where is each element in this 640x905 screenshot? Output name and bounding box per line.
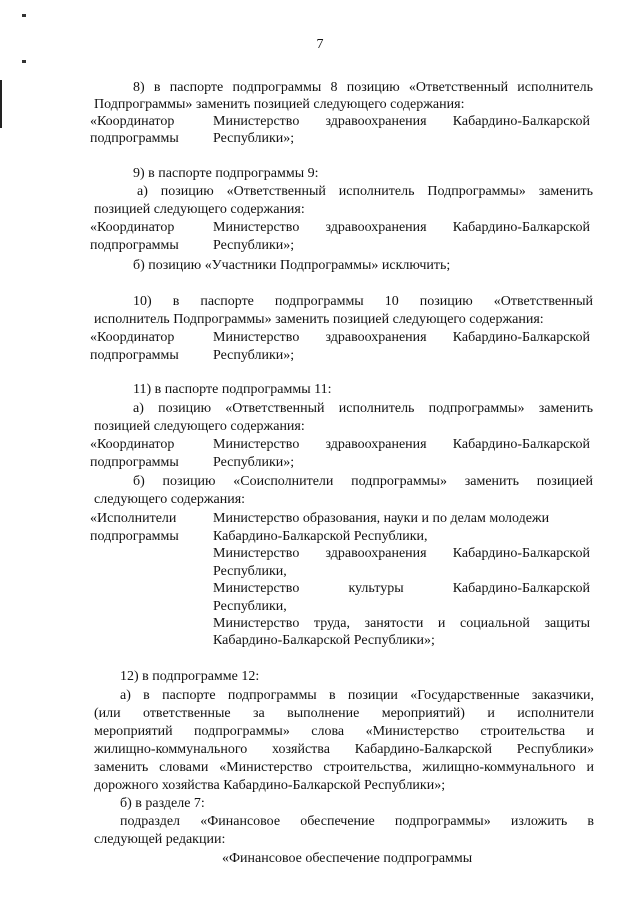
position-key: подпрограммы — [90, 238, 179, 253]
position-value: Министерство культуры Кабардино-Балкарской — [213, 581, 590, 596]
item-12-line: подраздел «Финансовое обеспечение подпрограммы» изложить в — [120, 814, 594, 829]
position-value: Кабардино-Балкарской Республики»; — [213, 633, 435, 648]
item-11-line: а) позицию «Ответственный исполнитель подпрограммы» заменить — [133, 401, 593, 416]
item-9-line: позицией следующего содержания: — [94, 202, 305, 217]
position-value: Министерство труда, занятости и социальной защиты — [213, 616, 590, 631]
item-12-line: заменить словами «Министерство строительства, жилищно-коммунального и — [94, 760, 594, 775]
section-heading: «Финансовое обеспечение подпрограммы — [222, 851, 473, 866]
position-value: Кабардино-Балкарской Республики, — [213, 529, 428, 544]
position-value: Министерство здравоохранения Кабардино-Балкарской — [213, 546, 590, 561]
item-12-line: (или ответственные за выполнение мероприятий) и исполнители — [94, 706, 594, 721]
item-11-line: 11) в паспорте подпрограммы 11: — [133, 382, 332, 397]
item-10-line: исполнитель Подпрограммы» заменить позицией следующего содержания: — [94, 312, 544, 327]
item-12-line: а) в паспорте подпрограммы в позиции «Государственные заказчики, — [120, 688, 594, 703]
item-11-line: следующего содержания: — [94, 492, 246, 507]
item-11-line: б) позицию «Соисполнители подпрограммы» заменить позицией — [133, 474, 593, 489]
item-9-line: а) позицию «Ответственный исполнитель Подпрограммы» заменить — [137, 184, 593, 199]
position-value: Республики, — [213, 564, 287, 579]
position-value: Республики»; — [213, 348, 295, 363]
item-12-line: следующей редакции: — [94, 832, 226, 847]
position-value: Министерство здравоохранения Кабардино-Балкарской — [213, 437, 590, 452]
item-12-line: дорожного хозяйства Кабардино-Балкарской Республики»; — [94, 778, 446, 793]
margin-dot — [22, 60, 26, 63]
item-9-line: 9) в паспорте подпрограммы 9: — [133, 166, 319, 181]
position-key: «Координатор — [90, 220, 175, 235]
position-key: подпрограммы — [90, 529, 179, 544]
position-value: Министерство образования, науки и по делам молодежи — [213, 511, 550, 526]
position-key: «Координатор — [90, 330, 175, 345]
position-key: «Координатор — [90, 437, 175, 452]
position-value: Республики»; — [213, 131, 295, 146]
position-value: Министерство здравоохранения Кабардино-Балкарской — [213, 330, 590, 345]
position-value: Республики»; — [213, 455, 295, 470]
position-key: подпрограммы — [90, 348, 179, 363]
position-key: «Исполнители — [90, 511, 177, 526]
margin-mark — [0, 80, 2, 128]
item-8-line: 8) в паспорте подпрограммы 8 позицию «Ответственный исполнитель — [133, 80, 593, 95]
page-number: 7 — [316, 37, 324, 52]
item-10-line: 10) в паспорте подпрограммы 10 позицию «Ответственный — [133, 294, 593, 309]
position-value: Министерство здравоохранения Кабардино-Балкарской — [213, 114, 590, 129]
margin-dot — [22, 14, 26, 17]
position-key: «Координатор — [90, 114, 175, 129]
item-12-line: 12) в подпрограмме 12: — [120, 669, 260, 684]
item-9-line: б) позицию «Участники Подпрограммы» исключить; — [133, 258, 451, 273]
item-12-line: б) в разделе 7: — [120, 796, 205, 811]
item-12-line: мероприятий подпрограммы» слова «Министерство строительства и — [94, 724, 594, 739]
position-key: подпрограммы — [90, 455, 179, 470]
position-value: Республики, — [213, 599, 287, 614]
position-key: подпрограммы — [90, 131, 179, 146]
position-value: Республики»; — [213, 238, 295, 253]
position-value: Министерство здравоохранения Кабардино-Балкарской — [213, 220, 590, 235]
item-11-line: позицией следующего содержания: — [94, 419, 305, 434]
item-12-line: жилищно-коммунального хозяйства Кабардино-Балкарской Республики» — [94, 742, 594, 757]
item-8-line: Подпрограммы» заменить позицией следующего содержания: — [94, 97, 465, 112]
